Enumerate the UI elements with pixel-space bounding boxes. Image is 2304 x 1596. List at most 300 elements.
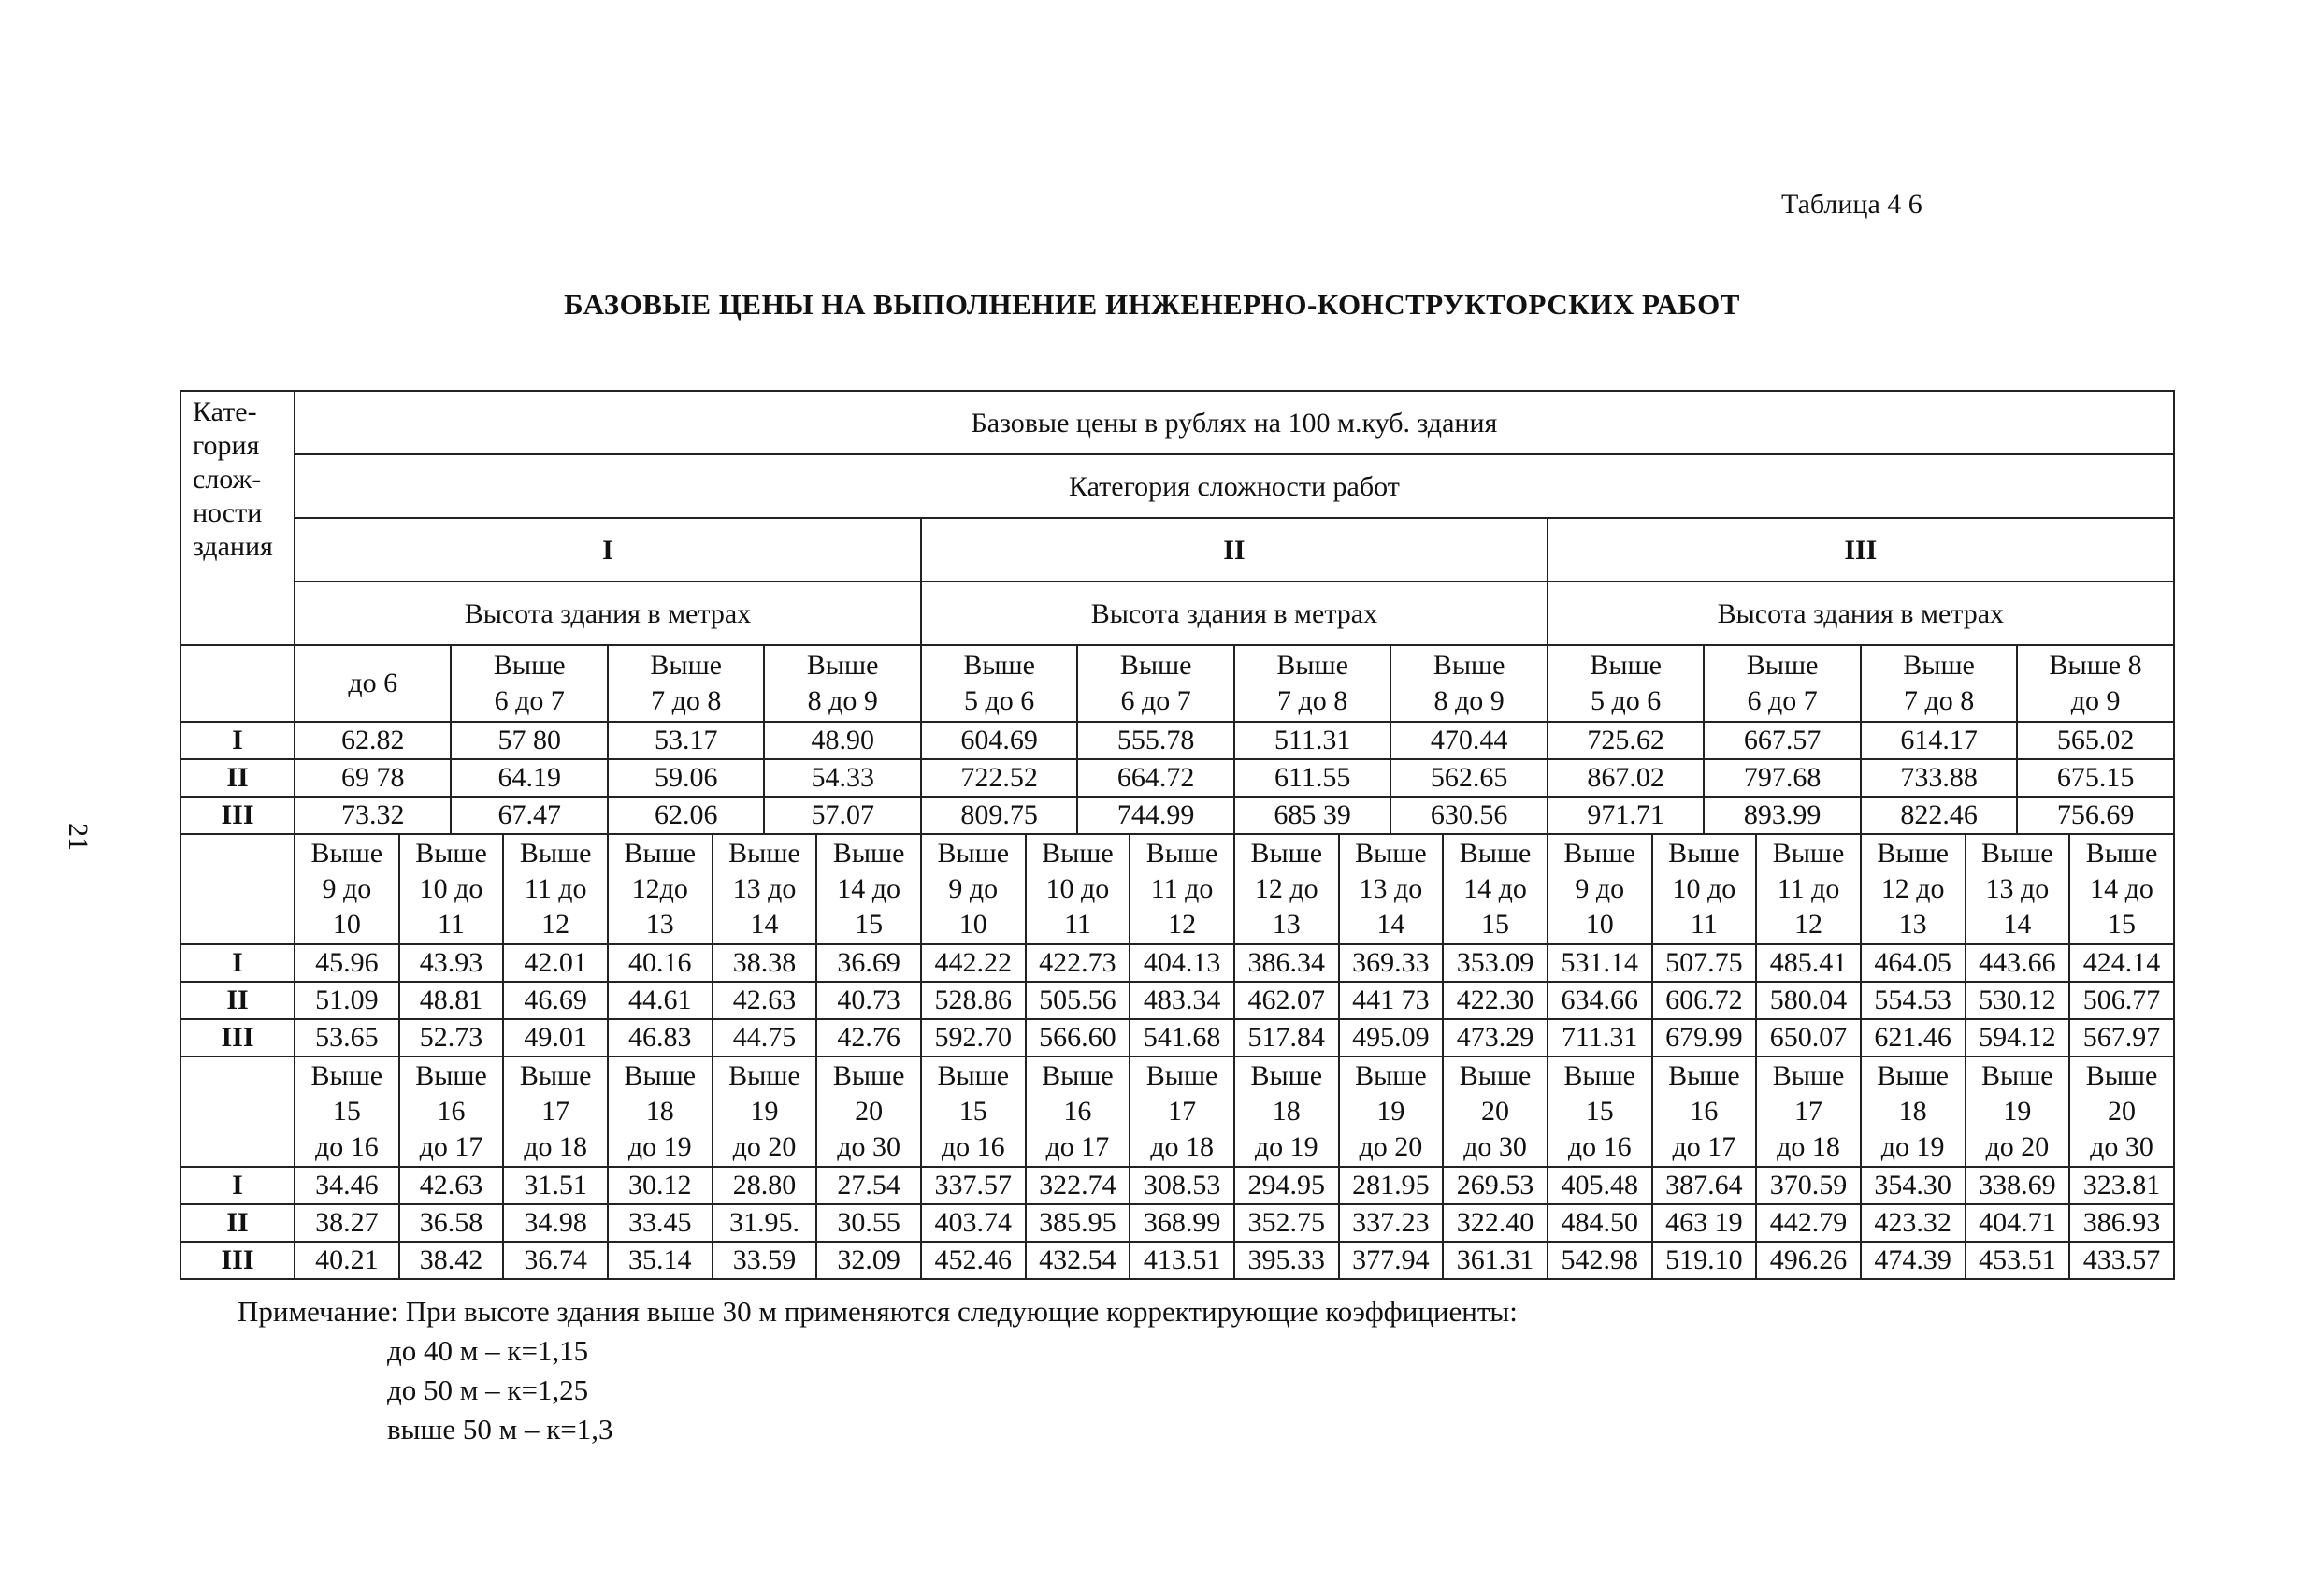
price-cell: 422.73 (1026, 944, 1130, 982)
price-cell: 470.44 (1390, 722, 1547, 759)
header-line: ности (193, 497, 263, 528)
price-cell: 517.84 (1234, 1019, 1339, 1057)
price-cell: 361.31 (1443, 1242, 1548, 1279)
price-cell: 35.14 (608, 1242, 713, 1279)
price-cell: 386.93 (2069, 1204, 2174, 1242)
header-line: Выше (1877, 1060, 1949, 1091)
height-range-header (1704, 645, 1860, 722)
price-cell: 36.58 (399, 1204, 504, 1242)
header-line: 8 до 9 (807, 685, 878, 716)
price-cell: 40.73 (816, 982, 921, 1019)
header-row (180, 391, 2174, 454)
price-cell: 30.12 (608, 1167, 713, 1204)
price-cell: 51.09 (295, 982, 399, 1019)
header-line: Выше (1042, 838, 1114, 869)
price-cell: 352.75 (1234, 1204, 1339, 1242)
price-cell: 519.10 (1652, 1242, 1757, 1279)
table-row (180, 1204, 2174, 1242)
header-line: 12 (541, 909, 570, 940)
header-line: Выше (1250, 838, 1323, 869)
price-cell: 368.99 (1130, 1204, 1234, 1242)
price-cell: 484.50 (1548, 1204, 1652, 1242)
header-line: 11 (1063, 909, 1091, 940)
price-cell: 630.56 (1390, 797, 1547, 834)
price-cell: 337.57 (921, 1167, 1026, 1204)
price-cell: 496.26 (1756, 1242, 1861, 1279)
price-cell: 42.01 (503, 944, 608, 982)
header-line: Выше (2085, 838, 2158, 869)
header-line: 14 (1376, 909, 1405, 940)
header-line: Выше (1042, 1060, 1114, 1091)
header-line: Кате- (193, 396, 257, 427)
table-row (180, 1167, 2174, 1204)
height-range-row (180, 834, 2174, 944)
header-line: до 17 (1672, 1131, 1736, 1162)
header-line: 10 до (1045, 873, 1110, 904)
height-range-header (608, 834, 713, 944)
height-range-header (1234, 645, 1390, 722)
header-line: до 18 (524, 1131, 588, 1162)
height-range-header (608, 645, 764, 722)
price-cell: 580.04 (1756, 982, 1861, 1019)
price-cell: 495.09 (1339, 1019, 1444, 1057)
group-header: II (921, 518, 1548, 582)
table-row (180, 797, 2174, 834)
header-line: Выше (1119, 650, 1192, 681)
price-cell: 337.23 (1339, 1204, 1444, 1242)
header-line: до 30 (837, 1131, 900, 1162)
height-range-header (1077, 645, 1233, 722)
header-line: 9 до (322, 873, 372, 904)
height-range-header (2069, 834, 2174, 944)
price-cell: 59.06 (608, 759, 764, 797)
height-range-row (180, 645, 2174, 722)
row-category: III (180, 797, 295, 834)
header-line: Выше (1981, 1060, 2053, 1091)
price-cell: 462.07 (1234, 982, 1339, 1019)
price-cell: 38.27 (295, 1204, 399, 1242)
header-line: Выше (1355, 1060, 1427, 1091)
header-line: до 17 (1045, 1131, 1110, 1162)
note-item: до 50 м – к=1,25 (387, 1373, 589, 1406)
empty-cell (180, 1057, 295, 1167)
header-line: 13 (645, 909, 674, 940)
header-line: 19 (2003, 1096, 2032, 1127)
price-cell: 322.74 (1026, 1167, 1130, 1204)
header-line: 15 (2107, 909, 2136, 940)
price-cell: 971.71 (1548, 797, 1704, 834)
header-line: 11 (1690, 909, 1718, 940)
header-line: 12 до (1254, 873, 1318, 904)
header-line: Выше (1563, 1060, 1635, 1091)
height-range-header (921, 1057, 1026, 1167)
row-category: III (180, 1019, 295, 1057)
note-intro: Примечание: При высоте здания выше 30 м применяются следующие корректирующие коэффициенты: (238, 1295, 1518, 1328)
header-line: Выше (728, 838, 800, 869)
header-line: Выше (1668, 838, 1740, 869)
header-line: 10 (332, 909, 361, 940)
header-line: Выше (624, 1060, 697, 1091)
header-line: Выше (310, 838, 383, 869)
header-line: до 20 (1985, 1131, 2050, 1162)
header-line: 16 (437, 1096, 466, 1127)
height-range-header (1026, 1057, 1130, 1167)
price-cell: 33.45 (608, 1204, 713, 1242)
price-cell: 338.69 (1966, 1167, 2070, 1204)
header-line: Выше 8 (2049, 650, 2142, 681)
price-cell: 528.86 (921, 982, 1026, 1019)
header-line: 19 (750, 1096, 779, 1127)
height-range-header (503, 1057, 608, 1167)
header-line: 13 (1898, 909, 1927, 940)
header-line: Выше (1433, 650, 1505, 681)
price-cell: 354.30 (1861, 1167, 1966, 1204)
price-cell: 28.80 (713, 1167, 817, 1204)
height-range-header (1548, 834, 1652, 944)
price-cell: 404.13 (1130, 944, 1234, 982)
price-cell: 44.61 (608, 982, 713, 1019)
price-cell: 38.42 (399, 1242, 504, 1279)
price-cell: 49.01 (503, 1019, 608, 1057)
row-category: I (180, 1167, 295, 1204)
price-cell: 387.64 (1652, 1167, 1757, 1204)
header-line: 13 до (732, 873, 797, 904)
price-cell: 34.98 (503, 1204, 608, 1242)
price-cell: 33.59 (713, 1242, 817, 1279)
price-cell: 31.95. (713, 1204, 817, 1242)
header-line: 11 до (524, 873, 587, 904)
header-line: до 17 (419, 1131, 483, 1162)
price-cell: 474.39 (1861, 1242, 1966, 1279)
price-cell: 555.78 (1077, 722, 1233, 759)
price-cell: 733.88 (1861, 759, 2017, 797)
height-range-header (399, 834, 504, 944)
price-cell: 756.69 (2017, 797, 2174, 834)
price-cell: 554.53 (1861, 982, 1966, 1019)
row-category: I (180, 722, 295, 759)
price-cell: 52.73 (399, 1019, 504, 1057)
height-range-header (2069, 1057, 2174, 1167)
height-label: Высота здания в метрах (921, 582, 1548, 645)
header-line: 5 до 6 (1590, 685, 1662, 716)
price-cell: 386.34 (1234, 944, 1339, 982)
height-range-header (1861, 834, 1966, 944)
price-cell: 893.99 (1704, 797, 1860, 834)
price-cell: 507.75 (1652, 944, 1757, 982)
header-line: Выше (806, 650, 879, 681)
price-cell: 42.63 (399, 1167, 504, 1204)
height-range-header (1339, 834, 1444, 944)
price-cell: 48.81 (399, 982, 504, 1019)
header-line: 14 до (837, 873, 900, 904)
price-cell: 604.69 (921, 722, 1077, 759)
note-item: выше 50 м – к=1,3 (387, 1413, 613, 1445)
price-cell: 675.15 (2017, 759, 2174, 797)
table-row (180, 944, 2174, 982)
header-line: 9 до (1575, 873, 1625, 904)
header-row (180, 518, 2174, 582)
header-line: Выше (832, 838, 905, 869)
header-line: Выше (1772, 838, 1845, 869)
header-line: 15 (332, 1096, 361, 1127)
price-cell: 562.65 (1390, 759, 1547, 797)
header-line: до 19 (1254, 1131, 1318, 1162)
header-line: 5 до 6 (964, 685, 1035, 716)
header-line: Выше (832, 1060, 905, 1091)
price-cell: 40.21 (295, 1242, 399, 1279)
price-cell: 485.41 (1756, 944, 1861, 982)
price-cell: 542.98 (1548, 1242, 1652, 1279)
header-line: 12 (1168, 909, 1197, 940)
header-line: 20 (855, 1096, 884, 1127)
header-line: 7 до 8 (651, 685, 722, 716)
price-cell: 54.33 (764, 759, 920, 797)
header-line: 15 (855, 909, 884, 940)
table-row (180, 759, 2174, 797)
header-line: 11 до (1777, 873, 1840, 904)
price-cell: 511.31 (1234, 722, 1390, 759)
height-range-header (1966, 1057, 2070, 1167)
table-row (180, 1242, 2174, 1279)
height-range-header (1443, 834, 1548, 944)
height-range-header (1390, 645, 1547, 722)
price-cell: 453.51 (1966, 1242, 2070, 1279)
price-cell: 44.75 (713, 1019, 817, 1057)
header-line: до 18 (1150, 1131, 1214, 1162)
row-category: II (180, 759, 295, 797)
price-cell: 452.46 (921, 1242, 1026, 1279)
header-line: 11 (438, 909, 465, 940)
price-cell: 797.68 (1704, 759, 1860, 797)
header-line: 13 до (1985, 873, 2050, 904)
height-range-header (1548, 1057, 1652, 1167)
header-line: Выше (1250, 1060, 1323, 1091)
header-line: 14 (750, 909, 779, 940)
price-cell: 473.29 (1443, 1019, 1548, 1057)
header-line: до 18 (1777, 1131, 1840, 1162)
price-cell: 62.82 (295, 722, 451, 759)
price-cell: 822.46 (1861, 797, 2017, 834)
header-line: до 9 (2070, 685, 2121, 716)
empty-cell (180, 834, 295, 944)
header-line: слож- (193, 464, 262, 495)
header-line: 15 (1585, 1096, 1614, 1127)
price-cell: 30.55 (816, 1204, 921, 1242)
price-cell: 62.06 (608, 797, 764, 834)
price-cell: 38.38 (713, 944, 817, 982)
price-cell: 711.31 (1548, 1019, 1652, 1057)
header-line: Выше (2085, 1060, 2158, 1091)
table-number: Таблица 4 6 (1781, 189, 1922, 220)
price-cell: 606.72 (1652, 982, 1757, 1019)
row-category: II (180, 1204, 295, 1242)
header-line: Выше (1746, 650, 1819, 681)
height-range-header (1130, 1057, 1234, 1167)
price-cell: 505.56 (1026, 982, 1130, 1019)
height-range-header (295, 834, 399, 944)
header-line: Выше (1590, 650, 1662, 681)
price-cell: 667.57 (1704, 722, 1860, 759)
price-cell: 744.99 (1077, 797, 1233, 834)
price-cell: 541.68 (1130, 1019, 1234, 1057)
header-line: 10 до (419, 873, 483, 904)
price-cell: 405.48 (1548, 1167, 1652, 1204)
base-prices-header: Базовые цены в рублях на 100 м.куб. здания (295, 391, 2174, 454)
height-range-header (2017, 645, 2174, 722)
header-line: Выше (624, 838, 697, 869)
header-line: Выше (519, 838, 592, 869)
header-line: Выше (1903, 650, 1975, 681)
price-cell: 404.71 (1966, 1204, 2070, 1242)
header-line: 14 до (1463, 873, 1527, 904)
empty-cell (180, 645, 295, 722)
price-cell: 67.47 (451, 797, 607, 834)
price-cell: 685 39 (1234, 797, 1390, 834)
header-line: 15 (1481, 909, 1510, 940)
price-cell: 57 80 (451, 722, 607, 759)
price-cell: 370.59 (1756, 1167, 1861, 1204)
header-line: до 6 (348, 668, 398, 698)
height-range-header (295, 1057, 399, 1167)
row-category: III (180, 1242, 295, 1279)
header-line: Выше (1276, 650, 1348, 681)
price-cell: 611.55 (1234, 759, 1390, 797)
header-line: до 19 (627, 1131, 692, 1162)
header-line: 11 до (1150, 873, 1214, 904)
height-range-header (1130, 834, 1234, 944)
header-line: Выше (415, 838, 487, 869)
height-range-header (1234, 834, 1339, 944)
price-cell: 69 78 (295, 759, 451, 797)
header-line: 12 до (1880, 873, 1945, 904)
price-cell: 57.07 (764, 797, 920, 834)
header-line: 17 (1168, 1096, 1197, 1127)
height-range-header (1861, 1057, 1966, 1167)
price-cell: 53.17 (608, 722, 764, 759)
group-header: III (1548, 518, 2174, 582)
price-cell: 377.94 (1339, 1242, 1444, 1279)
work-category-header: Категория сложности работ (295, 454, 2174, 518)
header-line: 20 (1481, 1096, 1510, 1127)
row-category: II (180, 982, 295, 1019)
header-line: Выше (1145, 1060, 1218, 1091)
complexity-header (180, 391, 295, 645)
header-line: до 20 (732, 1131, 797, 1162)
price-cell: 594.12 (1966, 1019, 2070, 1057)
price-cell: 322.40 (1443, 1204, 1548, 1242)
header-line: 6 до 7 (1747, 685, 1818, 716)
price-cell: 42.76 (816, 1019, 921, 1057)
height-label: Высота здания в метрах (1548, 582, 2174, 645)
price-cell: 614.17 (1861, 722, 2017, 759)
height-range-header (295, 645, 451, 722)
height-range-header (713, 834, 817, 944)
header-line: гория (193, 430, 260, 461)
header-line: 10 (958, 909, 987, 940)
price-cell: 634.66 (1548, 982, 1652, 1019)
price-cell: 867.02 (1548, 759, 1704, 797)
header-line: 13 (1272, 909, 1301, 940)
height-range-header (503, 834, 608, 944)
height-range-header (399, 1057, 504, 1167)
price-cell: 566.60 (1026, 1019, 1130, 1057)
header-line: Выше (415, 1060, 487, 1091)
price-cell: 531.14 (1548, 944, 1652, 982)
header-line: 20 (2107, 1096, 2136, 1127)
height-range-header (921, 645, 1077, 722)
price-cell: 73.32 (295, 797, 451, 834)
header-line: Выше (1981, 838, 2053, 869)
price-cell: 46.83 (608, 1019, 713, 1057)
price-cell: 506.77 (2069, 982, 2174, 1019)
price-cell: 679.99 (1652, 1019, 1757, 1057)
notes (238, 1292, 1518, 1449)
height-range-header (1756, 1057, 1861, 1167)
price-cell: 565.02 (2017, 722, 2174, 759)
price-cell: 442.79 (1756, 1204, 1861, 1242)
table-row (180, 1019, 2174, 1057)
header-line: 14 (2003, 909, 2032, 940)
height-range-header (1966, 834, 2070, 944)
price-cell: 31.51 (503, 1167, 608, 1204)
height-range-header (1652, 834, 1757, 944)
price-cell: 36.69 (816, 944, 921, 982)
header-line: Выше (1877, 838, 1949, 869)
header-line: 7 до 8 (1903, 685, 1975, 716)
height-range-header (451, 645, 607, 722)
height-range-header (1234, 1057, 1339, 1167)
header-line: 17 (541, 1096, 570, 1127)
header-line: Выше (728, 1060, 800, 1091)
header-line: 18 (1898, 1096, 1927, 1127)
price-cell: 413.51 (1130, 1242, 1234, 1279)
header-line: 12 (1794, 909, 1823, 940)
price-cell: 369.33 (1339, 944, 1444, 982)
header-line: Выше (1459, 838, 1532, 869)
height-range-row (180, 1057, 2174, 1167)
price-cell: 64.19 (451, 759, 607, 797)
price-cell: 592.70 (921, 1019, 1026, 1057)
height-range-header (608, 1057, 713, 1167)
price-table (180, 390, 2175, 1280)
price-cell: 664.72 (1077, 759, 1233, 797)
price-cell: 395.33 (1234, 1242, 1339, 1279)
header-line: Выше (1145, 838, 1218, 869)
height-range-header (1652, 1057, 1757, 1167)
price-cell: 32.09 (816, 1242, 921, 1279)
header-line: Выше (937, 1060, 1010, 1091)
header-line: Выше (937, 838, 1010, 869)
page-number: 21 (63, 823, 94, 851)
price-cell: 294.95 (1234, 1167, 1339, 1204)
price-cell: 567.97 (2069, 1019, 2174, 1057)
price-cell: 443.66 (1966, 944, 2070, 982)
price-cell: 530.12 (1966, 982, 2070, 1019)
price-cell: 43.93 (399, 944, 504, 982)
header-line: 7 до 8 (1277, 685, 1348, 716)
header-line: 16 (1063, 1096, 1092, 1127)
price-cell: 48.90 (764, 722, 920, 759)
header-line: Выше (1772, 1060, 1845, 1091)
group-header: I (295, 518, 921, 582)
height-range-header (1861, 645, 2017, 722)
header-line: Выше (310, 1060, 383, 1091)
header-line: 14 до (2090, 873, 2153, 904)
price-cell: 621.46 (1861, 1019, 1966, 1057)
header-line: 15 (958, 1096, 987, 1127)
header-line: 8 до 9 (1433, 685, 1505, 716)
header-line: Выше (1668, 1060, 1740, 1091)
